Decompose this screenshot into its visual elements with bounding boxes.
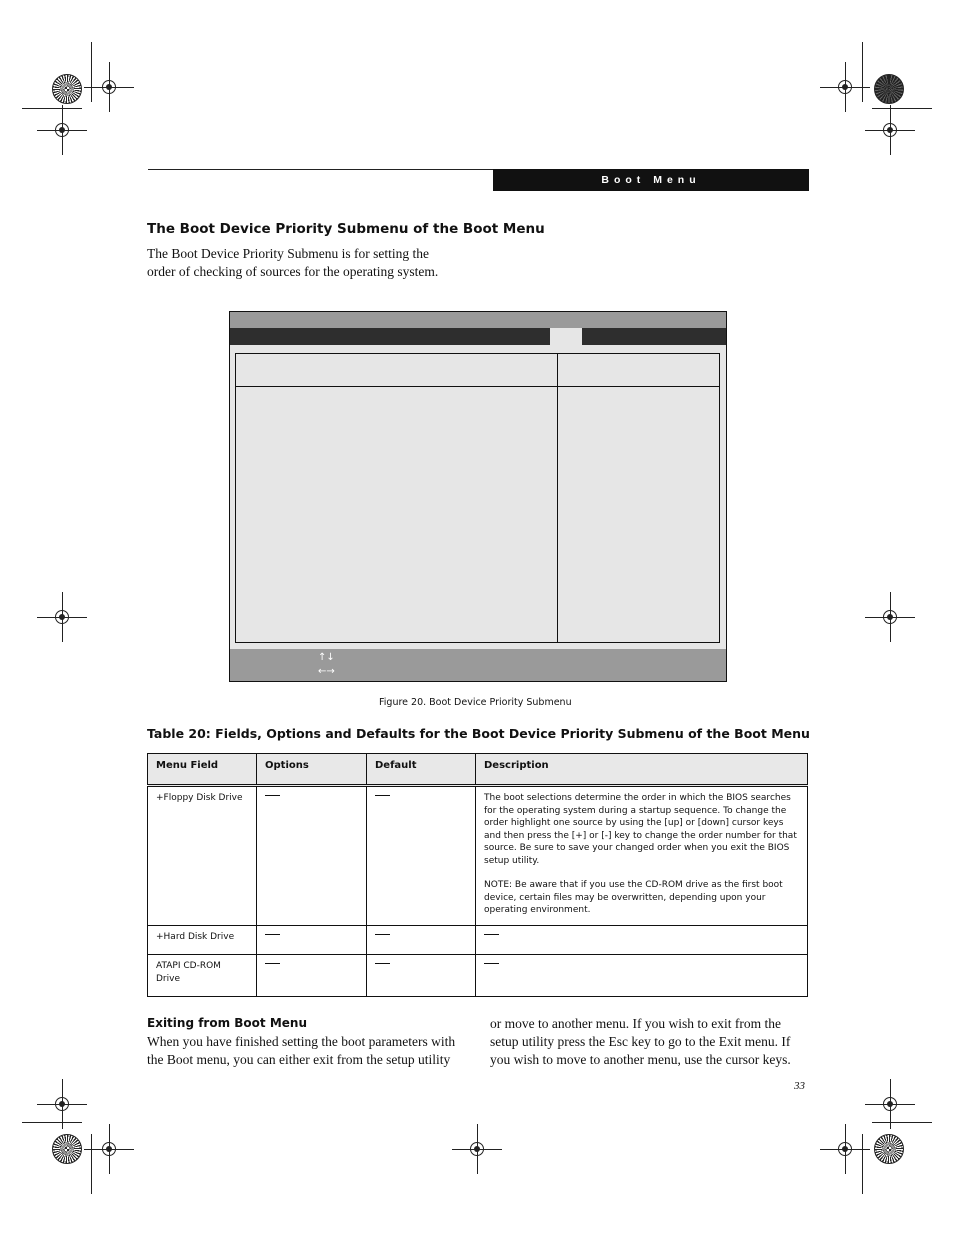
fields-table xyxy=(147,753,808,997)
crosshair-mark-icon xyxy=(464,1136,490,1162)
menu-field-cell: ATAPI CD-ROM Drive xyxy=(148,955,257,997)
table-row xyxy=(148,786,808,926)
registration-starburst-icon xyxy=(874,74,904,104)
intro-line: The Boot Device Priority Submenu is for setting the xyxy=(147,246,429,261)
em-dash xyxy=(484,963,499,964)
crop-mark xyxy=(91,1134,92,1194)
registration-starburst-icon xyxy=(52,74,82,104)
crop-mark xyxy=(22,108,82,109)
options-cell xyxy=(257,786,367,926)
exiting-title: Exiting from Boot Menu xyxy=(147,1016,307,1030)
registration-starburst-icon xyxy=(874,1134,904,1164)
description-note: NOTE: Be aware that if you use the CD-ROM drive as the first boot device, certain files may be overwritten, depending upon your operating environment. xyxy=(484,880,783,915)
default-cell xyxy=(367,786,476,926)
description-cell xyxy=(476,926,808,955)
header-rule xyxy=(148,169,493,170)
crosshair-mark-icon xyxy=(96,74,122,100)
crosshair-mark-icon xyxy=(832,1136,858,1162)
crop-mark xyxy=(872,108,932,109)
menu-field-cell: +Floppy Disk Drive xyxy=(148,786,257,926)
em-dash xyxy=(484,934,499,935)
table-title: Table 20: Fields, Options and Defaults for the Boot Device Priority Submenu of the Boot Menu xyxy=(147,726,810,741)
crop-mark xyxy=(22,1122,82,1123)
exiting-text: the Boot menu, you can either exit from the setup utility xyxy=(147,1052,451,1067)
column-header: Options xyxy=(257,754,367,786)
bios-selected-menu xyxy=(550,328,582,345)
crop-mark xyxy=(862,1134,863,1194)
options-cell xyxy=(257,926,367,955)
em-dash xyxy=(265,934,280,935)
figure-caption: Figure 20. Boot Device Priority Submenu xyxy=(379,697,572,708)
exiting-text: When you have finished setting the boot parameters with xyxy=(147,1034,456,1049)
exiting-text: setup utility press the Esc key to go to the Exit menu. If xyxy=(490,1034,791,1049)
bios-key-legend xyxy=(230,649,726,681)
table-row xyxy=(148,926,808,955)
em-dash xyxy=(375,795,390,796)
crosshair-mark-icon xyxy=(49,1091,75,1117)
leftright-arrows-icon: ←→ xyxy=(318,666,335,677)
description-cell xyxy=(476,955,808,997)
bios-menu-bar xyxy=(230,328,726,345)
registration-starburst-icon xyxy=(52,1134,82,1164)
column-header: Default xyxy=(367,754,476,786)
crop-mark xyxy=(91,42,92,102)
options-cell xyxy=(257,955,367,997)
crosshair-mark-icon xyxy=(49,117,75,143)
page-number: 33 xyxy=(794,1080,805,1092)
table-header-row xyxy=(148,754,808,786)
bios-screenshot xyxy=(229,311,727,682)
bios-help-panel xyxy=(556,353,720,643)
exiting-text: or move to another menu. If you wish to exit from the xyxy=(490,1016,781,1031)
intro-line: order of checking of sources for the operating system. xyxy=(147,264,439,279)
default-cell xyxy=(367,955,476,997)
crosshair-mark-icon xyxy=(877,117,903,143)
column-header: Description xyxy=(476,754,808,786)
crop-mark xyxy=(872,1122,932,1123)
bios-item-panel xyxy=(235,353,558,643)
crosshair-mark-icon xyxy=(832,74,858,100)
column-header: Menu Field xyxy=(148,754,257,786)
description-paragraph: The boot selections determine the order in which the BIOS searches for the operating system during a startup sequence. To change the order highlight one source by using the [up] or [down] cursor keys and then press the [+] or [-] key to change the order number for that source. Be sure to save your changed order when you exit the BIOS setup utility. xyxy=(484,793,797,866)
crosshair-mark-icon xyxy=(877,604,903,630)
em-dash xyxy=(265,795,280,796)
default-cell xyxy=(367,926,476,955)
exiting-text: you wish to move to another menu, use the cursor keys. xyxy=(490,1052,791,1067)
table-row xyxy=(148,955,808,997)
bios-title-bar xyxy=(230,312,726,328)
crosshair-mark-icon xyxy=(49,604,75,630)
updown-arrows-icon: ↑↓ xyxy=(318,652,335,663)
em-dash xyxy=(375,963,390,964)
crop-mark xyxy=(862,42,863,102)
em-dash xyxy=(375,934,390,935)
menu-field-cell: +Hard Disk Drive xyxy=(148,926,257,955)
em-dash xyxy=(265,963,280,964)
running-header: Boot Menu xyxy=(493,169,809,191)
crosshair-mark-icon xyxy=(877,1091,903,1117)
section-title: The Boot Device Priority Submenu of the Boot Menu xyxy=(147,221,545,237)
description-cell xyxy=(476,786,808,926)
crosshair-mark-icon xyxy=(96,1136,122,1162)
